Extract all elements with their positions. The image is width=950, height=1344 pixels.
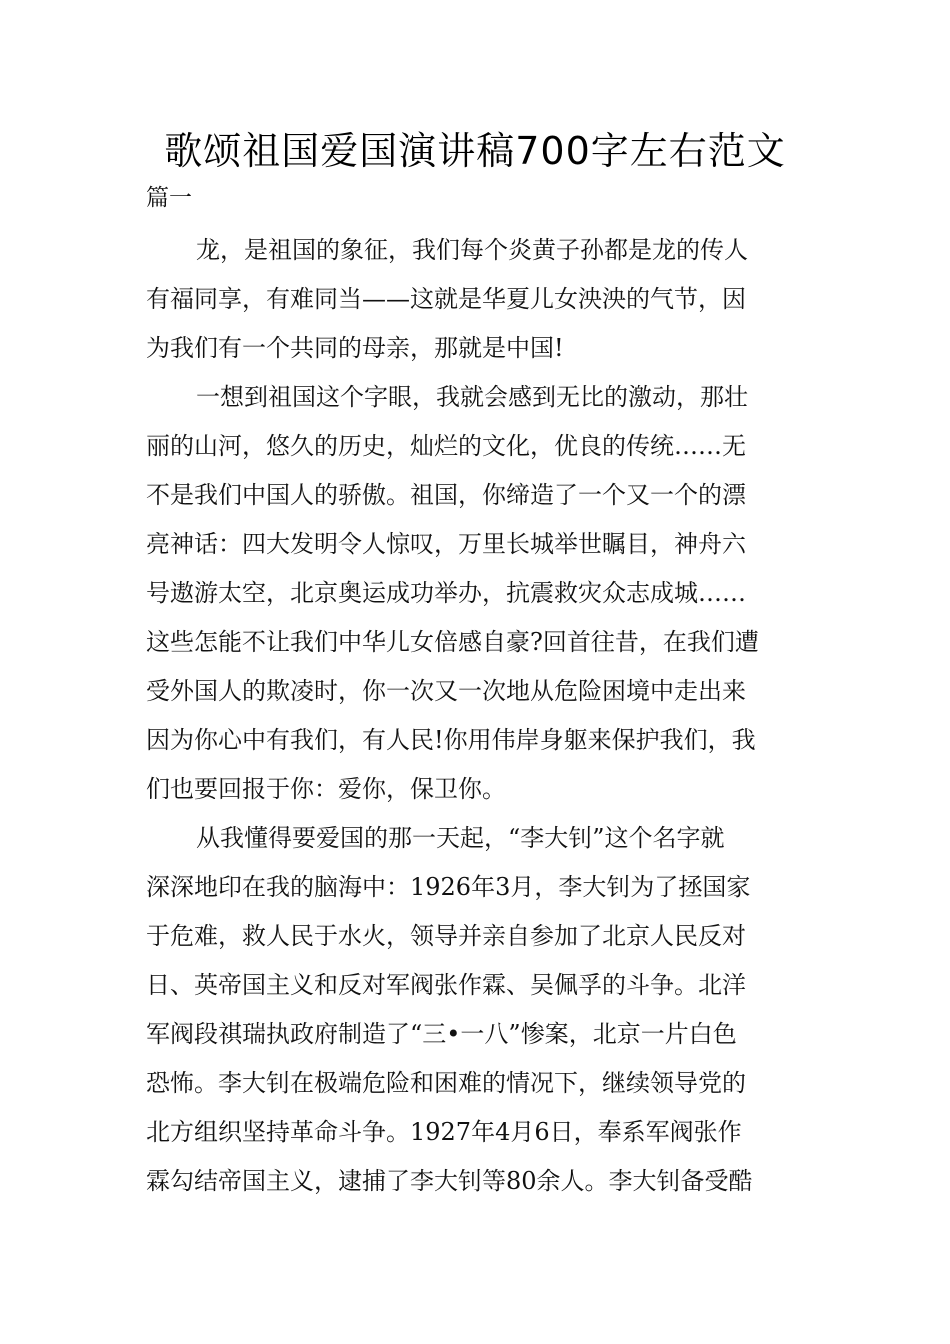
text-line: 号遨游太空，北京奥运成功举办，抗震救灾众志成城…… xyxy=(146,579,746,607)
text-line: 为我们有一个共同的母亲，那就是中国! xyxy=(146,334,564,362)
text-line: 北方组织坚持革命斗争。1927年4月6日，奉系军阀张作 xyxy=(146,1118,742,1146)
text-line: 这些怎能不让我们中华儿女倍感自豪?回首往昔，在我们遭 xyxy=(146,628,759,656)
text-line: 从我懂得要爱国的那一天起，“李大钊”这个名字就 xyxy=(196,824,725,852)
text-line: 一想到祖国这个字眼，我就会感到无比的激动，那壮 xyxy=(196,383,748,411)
document-body xyxy=(146,226,808,1206)
text-line: 有福同享，有难同当——这就是华夏儿女泱泱的气节，因 xyxy=(146,285,746,313)
text-line: 因为你心中有我们，有人民!你用伟岸身躯来保护我们，我 xyxy=(146,726,756,754)
text-line: 深深地印在我的脑海中：1926年3月，李大钊为了拯国家 xyxy=(146,873,751,901)
text-line: 受外国人的欺凌时，你一次又一次地从危险困境中走出来 xyxy=(146,677,746,705)
text-line: 亮神话：四大发明令人惊叹，万里长城举世瞩目，神舟六 xyxy=(146,530,746,558)
text-line: 恐怖。李大钊在极端危险和困难的情况下，继续领导党的 xyxy=(146,1069,746,1097)
text-line: 们也要回报于你：爱你，保卫你。 xyxy=(146,775,506,803)
text-line: 不是我们中国人的骄傲。祖国，你缔造了一个又一个的漂 xyxy=(146,481,746,509)
paragraph-1 xyxy=(146,226,808,373)
text-line: 日、英帝国主义和反对军阀张作霖、吴佩孚的斗争。北洋 xyxy=(146,971,746,999)
document-title: 歌颂祖国爱国演讲稿700字左右范文 xyxy=(164,129,786,173)
text-line: 霖勾结帝国主义，逮捕了李大钊等80余人。李大钊备受酷 xyxy=(146,1167,753,1195)
text-line: 于危难，救人民于水火，领导并亲自参加了北京人民反对 xyxy=(146,922,746,950)
paragraph-3 xyxy=(146,814,808,1206)
text-line: 丽的山河，悠久的历史，灿烂的文化，优良的传统……无 xyxy=(146,432,746,460)
text-line: 军阀段祺瑞执政府制造了“三•一八”惨案，北京一片白色 xyxy=(146,1020,737,1048)
section-label: 篇一 xyxy=(146,185,192,211)
text-line: 龙，是祖国的象征，我们每个炎黄子孙都是龙的传人 xyxy=(196,236,748,264)
paragraph-2 xyxy=(146,373,808,814)
